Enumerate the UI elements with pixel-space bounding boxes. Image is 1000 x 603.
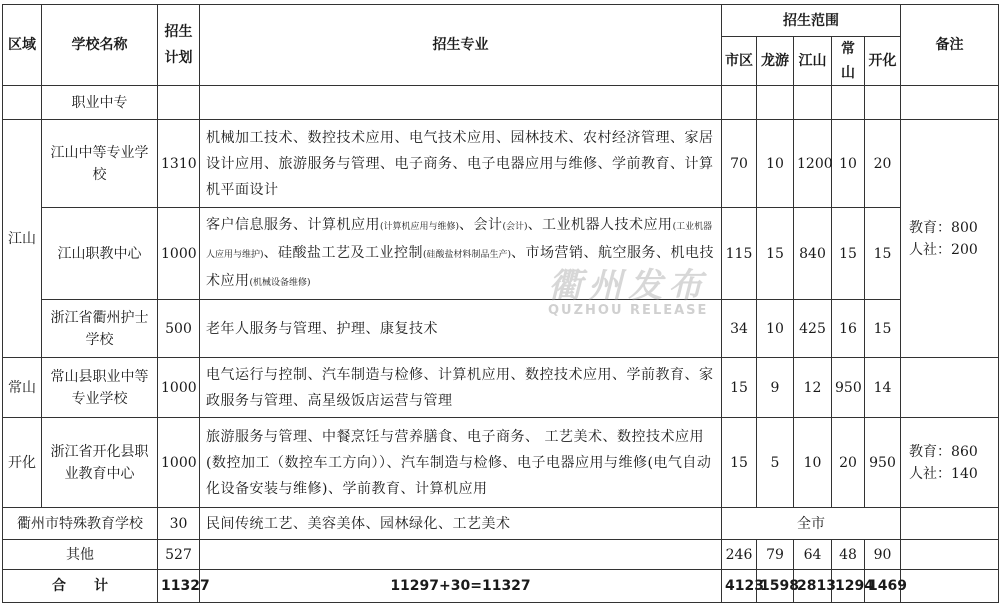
range-cell: 12 xyxy=(794,358,832,418)
majors-cell: 老年人服务与管理、护理、康复技术 xyxy=(200,300,722,358)
range-cell: 全市 xyxy=(722,508,901,540)
plan-cell: 1000 xyxy=(158,208,200,300)
remark-cell xyxy=(901,86,999,120)
total-plan: 11327 xyxy=(158,570,200,603)
school-cell: 浙江省开化县职业教育中心 xyxy=(42,418,158,508)
plan-cell: 527 xyxy=(158,540,200,570)
header-school: 学校名称 xyxy=(42,5,158,86)
range-cell: 9 xyxy=(757,358,794,418)
total-range-cell: 1294 xyxy=(832,570,865,603)
region-cell: 江山 xyxy=(3,120,42,358)
table-row xyxy=(3,508,999,540)
range-cell: 425 xyxy=(794,300,832,358)
header-region: 区域 xyxy=(3,5,42,86)
range-cell: 79 xyxy=(757,540,794,570)
range-cell: 840 xyxy=(794,208,832,300)
range-cell: 34 xyxy=(722,300,757,358)
subheader-changshan: 常山 xyxy=(832,37,865,86)
range-cell: 10 xyxy=(794,418,832,508)
majors-cell: 机械加工技术、数控技术应用、电气技术应用、园林技术、农村经济管理、家居设计应用、旅游服务与管理、电子商务、电子电器应用与维修、学前教育、计算机平面设计 xyxy=(200,120,722,208)
plan-cell: 1000 xyxy=(158,358,200,418)
total-label: 合 计 xyxy=(3,570,158,603)
range-cell: 15 xyxy=(832,208,865,300)
range-cell: 10 xyxy=(757,120,794,208)
table-row xyxy=(3,540,999,570)
header-range: 招生范围 xyxy=(722,5,901,37)
range-cell: 48 xyxy=(832,540,865,570)
region-cell: 常山 xyxy=(3,358,42,418)
majors-cell: 电气运行与控制、汽车制造与检修、计算机应用、数控技术应用、学前教育、家政服务与管理、高星级饭店运营与管理 xyxy=(200,358,722,418)
remark-cell xyxy=(901,418,999,508)
range-cell: 1200 xyxy=(794,120,832,208)
header-majors: 招生专业 xyxy=(200,5,722,86)
remark-cell xyxy=(901,358,999,418)
range-cell: 15 xyxy=(722,418,757,508)
table-row xyxy=(3,418,999,508)
range-cell: 90 xyxy=(865,540,901,570)
total-row xyxy=(3,570,999,603)
total-range-cell: 1598 xyxy=(757,570,794,603)
range-cell: 14 xyxy=(865,358,901,418)
school-cell: 衢州市特殊教育学校 xyxy=(3,508,158,540)
range-cell: 15 xyxy=(865,300,901,358)
subheader-city: 市区 xyxy=(722,37,757,86)
range-cell: 15 xyxy=(722,358,757,418)
range-cell: 115 xyxy=(722,208,757,300)
majors-cell: 客户信息服务、计算机应用(计算机应用与维修)、会计(会计)、工业机器人技术应用(工业机器人应用与维护)、硅酸盐工艺及工业控制(硅酸盐材料制品生产)、市场营销、航空服务、机电技术应用(机械设备维修) xyxy=(200,208,722,300)
plan-cell: 1310 xyxy=(158,120,200,208)
subheader-longyou: 龙游 xyxy=(757,37,794,86)
watermark-sub: QUZHOU RELEASE xyxy=(548,303,709,318)
range-cell: 20 xyxy=(832,418,865,508)
remark-line: 教育：860 xyxy=(909,443,978,460)
remark-line: 教育：800 xyxy=(909,219,978,236)
enrollment-table xyxy=(2,4,999,603)
header-remark: 备注 xyxy=(901,5,999,86)
remark-cell xyxy=(901,120,999,358)
table-row xyxy=(3,358,999,418)
range-cell: 64 xyxy=(794,540,832,570)
range-cell: 15 xyxy=(757,208,794,300)
table-row xyxy=(3,86,999,120)
remark-cell xyxy=(901,508,999,540)
range-cell: 950 xyxy=(865,418,901,508)
region-cell xyxy=(3,86,42,120)
school-cell: 职业中专 xyxy=(42,86,158,120)
plan-cell xyxy=(158,86,200,120)
range-cell: 16 xyxy=(832,300,865,358)
remark-cell xyxy=(901,570,999,603)
total-range-cell: 4123 xyxy=(722,570,757,603)
table-row xyxy=(3,208,999,300)
remark-line: 人社：200 xyxy=(909,241,978,258)
total-range-cell: 2813 xyxy=(794,570,832,603)
range-cell: 950 xyxy=(832,358,865,418)
school-cell: 浙江省衢州护士学校 xyxy=(42,300,158,358)
range-cell: 70 xyxy=(722,120,757,208)
range-cell: 20 xyxy=(865,120,901,208)
majors-cell xyxy=(200,540,722,570)
school-cell: 其他 xyxy=(3,540,158,570)
plan-cell: 1000 xyxy=(158,418,200,508)
range-cell: 15 xyxy=(865,208,901,300)
table-row xyxy=(3,300,999,358)
range-cell: 10 xyxy=(832,120,865,208)
table-row xyxy=(3,120,999,208)
subheader-kaihua: 开化 xyxy=(865,37,901,86)
subheader-jiangshan: 江山 xyxy=(794,37,832,86)
plan-cell: 30 xyxy=(158,508,200,540)
majors-cell: 民间传统工艺、美容美体、园林绿化、工艺美术 xyxy=(200,508,722,540)
remark-cell xyxy=(901,540,999,570)
school-cell: 江山职教中心 xyxy=(42,208,158,300)
remark-line: 人社：140 xyxy=(909,465,978,482)
majors-cell: 旅游服务与管理、中餐烹饪与营养膳食、电子商务、 工艺美术、数控技术应用(数控加工（数控车工方向））、汽车制造与检修、电子电器应用与维修(电气自动化设备安装与维修)、学前教育、计算机应用 xyxy=(200,418,722,508)
school-cell: 常山县职业中等专业学校 xyxy=(42,358,158,418)
plan-cell: 500 xyxy=(158,300,200,358)
header-plan: 招生计划 xyxy=(158,5,200,86)
school-cell: 江山中等专业学校 xyxy=(42,120,158,208)
total-majors: 11297+30=11327 xyxy=(200,570,722,603)
total-range-cell: 1469 xyxy=(865,570,901,603)
region-cell: 开化 xyxy=(3,418,42,508)
range-cell: 10 xyxy=(757,300,794,358)
watermark-main: 衢州发布 xyxy=(548,266,709,306)
majors-cell xyxy=(200,86,722,120)
range-cell: 5 xyxy=(757,418,794,508)
range-cell: 246 xyxy=(722,540,757,570)
header-row xyxy=(3,5,999,37)
